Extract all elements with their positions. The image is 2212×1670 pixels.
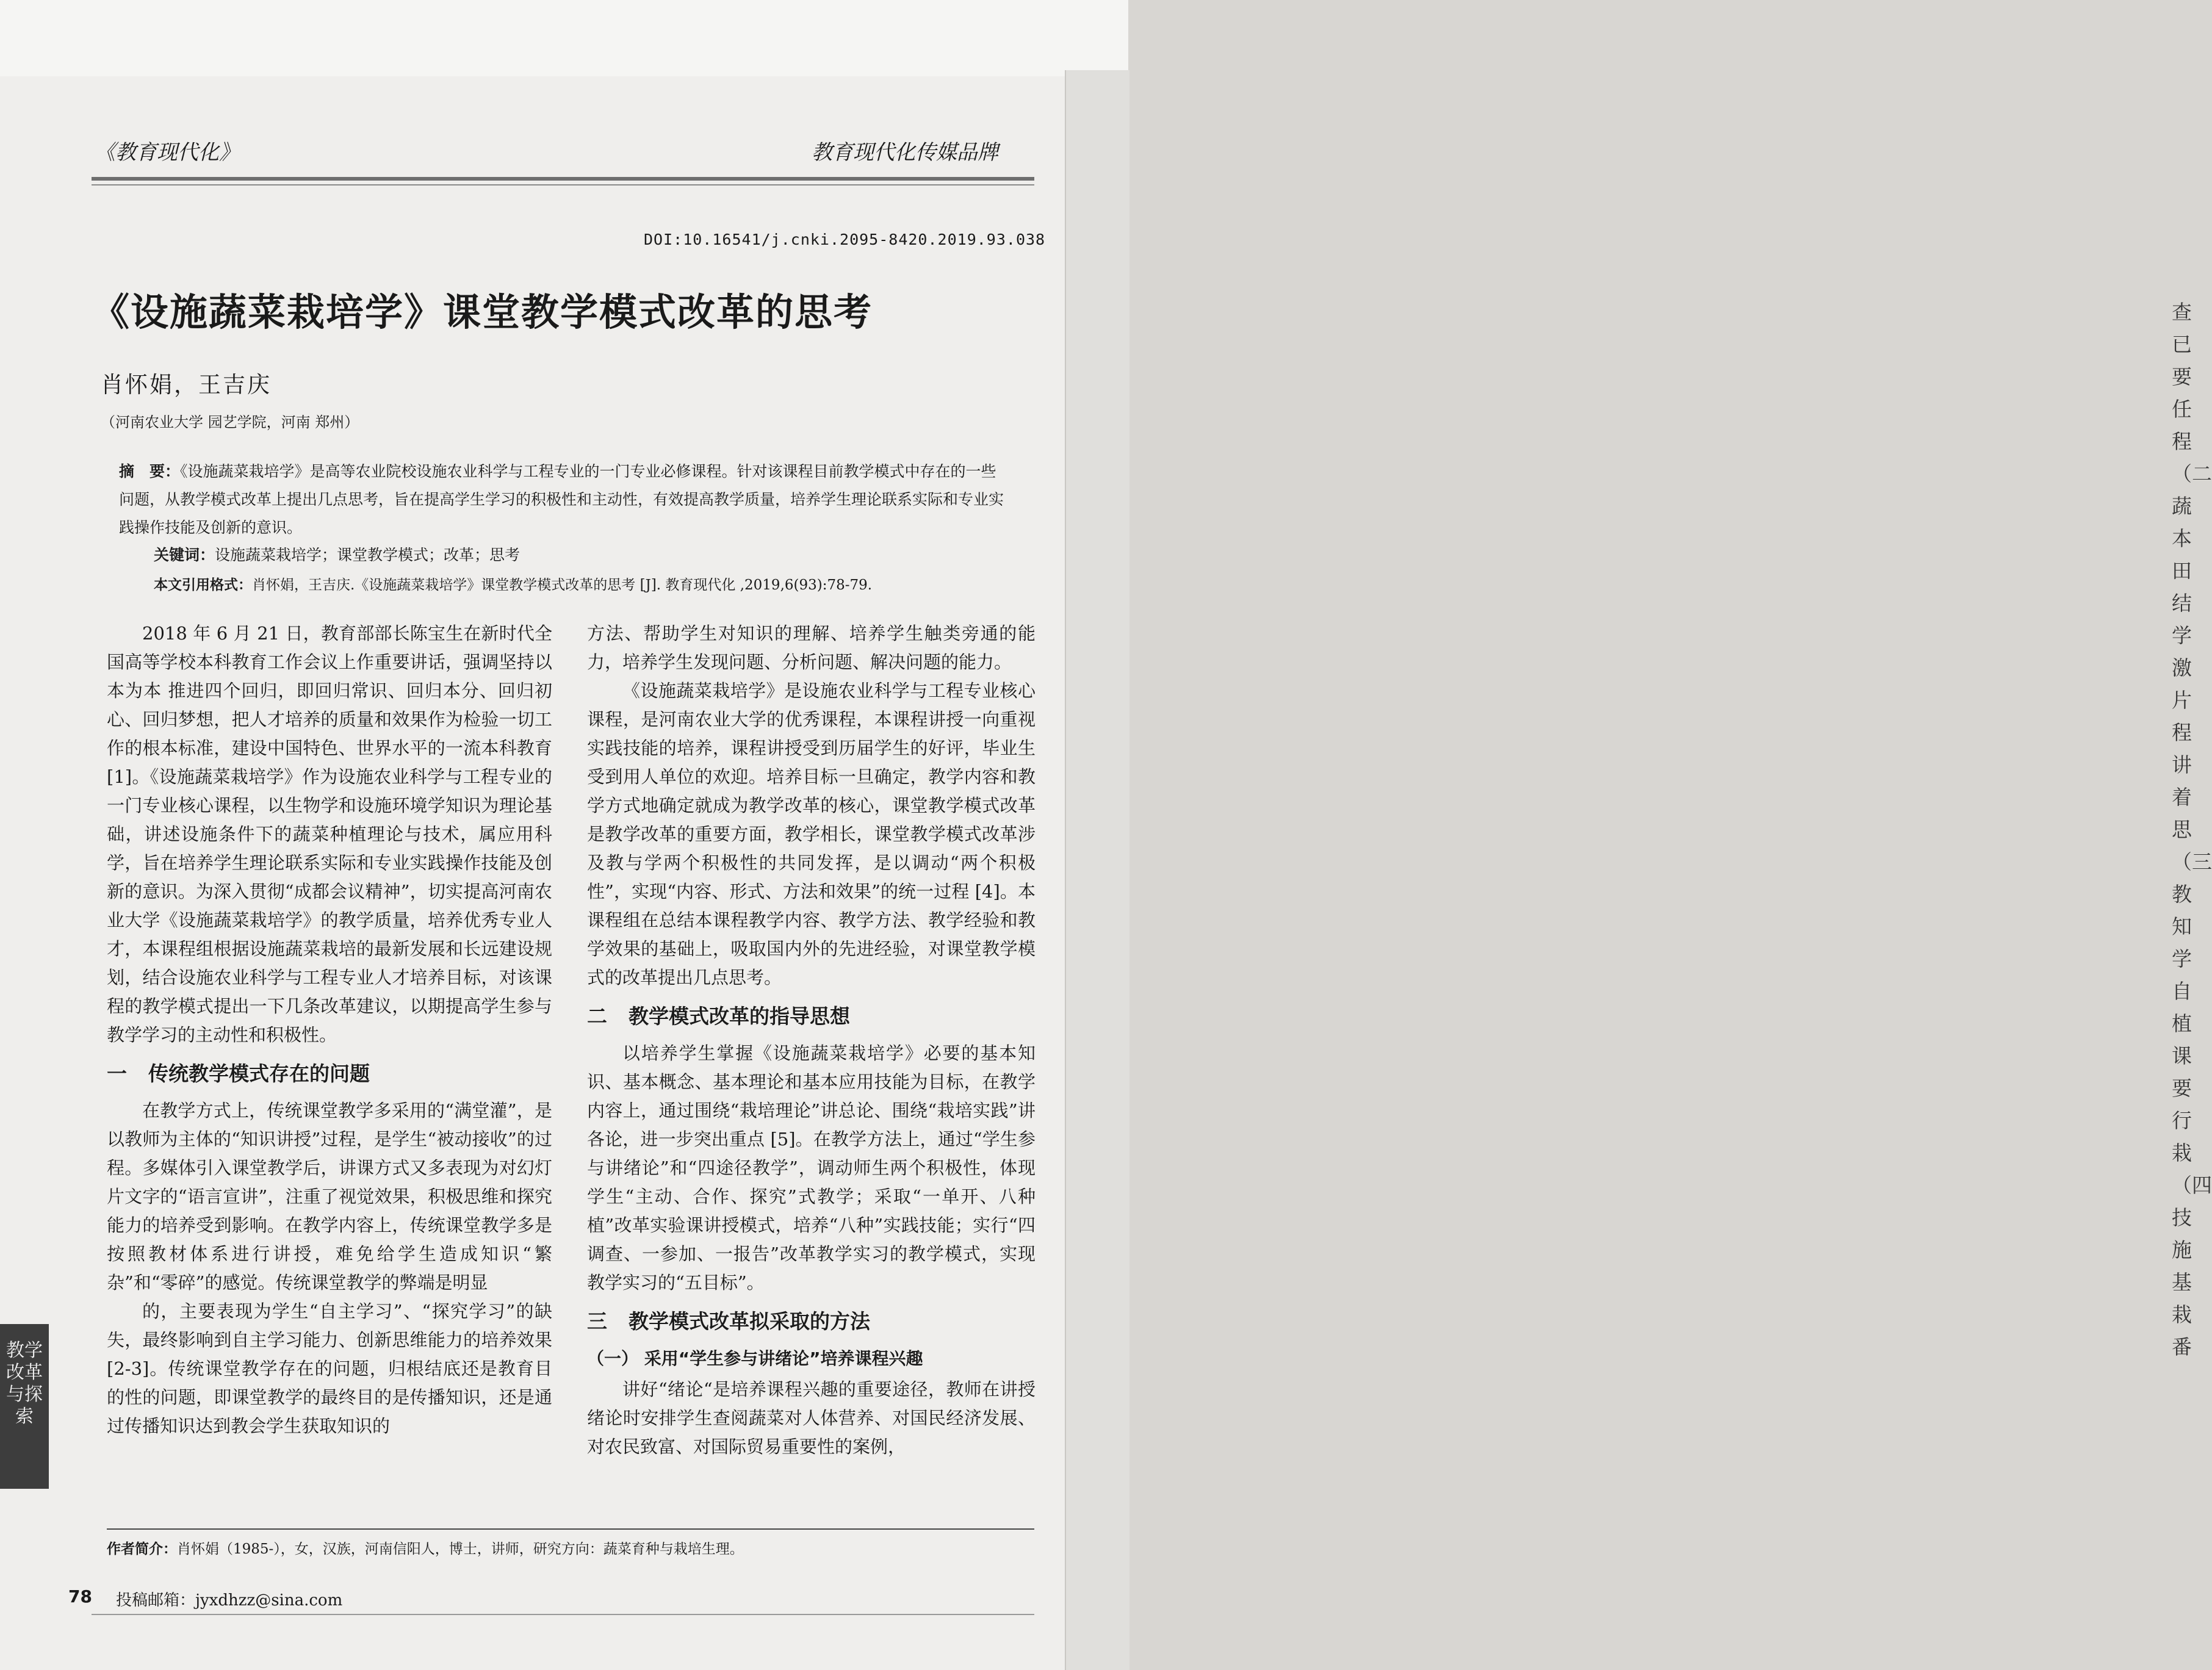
paragraph: 讲好“绪论“是培养课程兴趣的重要途径，教师在讲授绪论时安排学生查阅蔬菜对人体营养、对国民经济发展、对农民致富、对国际贸易重要性的案例，	[587, 1379, 1036, 1457]
citation-label: 本文引用格式：	[154, 577, 252, 593]
affiliation: （河南农业大学 园艺学院，河南 郑州）	[101, 414, 359, 431]
author-bio-text: 肖怀娟（1985-），女，汉族，河南信阳人，博士，讲师，研究方向：蔬菜育种与栽培生理。	[177, 1541, 744, 1557]
header-rule	[92, 177, 1034, 181]
subsection-heading: （一） 采用“学生参与讲绪论”培养课程兴趣	[587, 1348, 923, 1369]
section-tab: 教学改革与探索	[0, 1324, 49, 1489]
authors: 肖怀娟，王吉庆	[101, 372, 272, 398]
paragraph: 以培养学生掌握《设施蔬菜栽培学》必要的基本知识、基本概念、基本理论和基本应用技能为目标，在教学内容上，通过围绕“栽培理论”讲总论、围绕“栽培实践”讲各论，进一步突出重点 [5]。在教学方法上，通过“学生参与讲绪论”和“四途径教学”，调动师生两个积极性，体现学生“主动、合作、探究”式教学；采取“一单开、八种植”改革实验课讲授模式，培养“八种”实践技能；实行“四调查、一参加、一报告”改革教学实习的教学模式，实现教学实习的“五目标”。	[587, 1043, 1036, 1293]
author-bio-label: 作者简介：	[107, 1541, 177, 1557]
section-heading-3	[587, 1307, 1036, 1336]
paragraph: 方法、帮助学生对知识的理解、培养学生触类旁通的能力，培养学生发现问题、分析问题、解决问题的能力。	[587, 623, 1036, 672]
section-number: 三	[587, 1309, 607, 1333]
section-heading-1	[107, 1059, 552, 1088]
keywords-label: 关键词：	[154, 546, 215, 564]
submission-email: 投稿邮箱：jyxdhzz@sina.com	[116, 1591, 343, 1610]
article-title: 《设施蔬菜栽培学》课堂教学模式改革的思考	[92, 290, 873, 334]
section-heading-2	[587, 1002, 1036, 1031]
left-column	[107, 619, 552, 1441]
section-title: 教学模式改革拟采取的方法	[629, 1309, 870, 1333]
author-bio	[107, 1538, 744, 1558]
scan-top-margin	[0, 0, 1128, 76]
keywords	[154, 543, 520, 565]
footnote-rule	[107, 1528, 1034, 1530]
citation	[154, 574, 872, 594]
keywords-text: 设施蔬菜栽培学；课堂教学模式；改革；思考	[215, 546, 521, 564]
citation-text: 肖怀娟，王吉庆.《设施蔬菜栽培学》课堂教学模式改革的思考 [J]. 教育现代化 ,2019,6(93):78-79.	[252, 577, 873, 593]
journal-name: 《教育现代化》	[95, 140, 240, 165]
section-number: 一	[107, 1062, 127, 1085]
paragraph: 的，主要表现为学生“自主学习”、“探究学习”的缺失，最终影响到自主学习能力、创新思维能力的培养效果 [2-3]。传统课堂教学存在的问题，归根结底还是教育目的性的问题，即课堂教学的最终目的是传播知识，还是通过传播知识达到教会学生获取知识的	[107, 1301, 552, 1436]
abstract	[119, 458, 1010, 542]
next-page-edge	[1065, 70, 2212, 1670]
section-title: 传统教学模式存在的问题	[148, 1062, 370, 1085]
paragraph: 2018 年 6 月 21 日，教育部部长陈宝生在新时代全国高等学校本科教育工作会议上作重要讲话，强调坚持以本为本 推进四个回归，即回归常识、回归本分、回归初心、回归梦想，把人才培养的质量和效果作为检验一切工作的根本标准，建设中国特色、世界水平的一流本科教育 [1]。《设施蔬菜栽培学》作为设施农业科学与工程专业的一门专业核心课程，以生物学和设施环境学知识为理论基础，讲述设施条件下的蔬菜种植理论与技术，属应用科学，旨在培养学生理论联系实际和专业实践操作技能及创新的意识。为深入贯彻“成都会议精神”，切实提高河南农业大学《设施蔬菜栽培学》的教学质量，培养优秀专业人才，本课程组根据设施蔬菜栽培的最新发展和长远建设规划，结合设施农业科学与工程专业人才培养目标，对该课程的教学模式提出一下几条改革建议，以期提高学生参与教学学习的主动性和积极性。	[107, 623, 552, 1045]
section-title: 教学模式改革的指导思想	[629, 1004, 850, 1028]
section-number: 二	[587, 1004, 607, 1028]
paragraph: 《设施蔬菜栽培学》是设施农业科学与工程专业核心课程，是河南农业大学的优秀课程，本课程讲授一向重视实践技能的培养，课程讲授受到历届学生的好评，毕业生受到用人单位的欢迎。培养目标一旦确定，教学内容和教学方式地确定就成为教学改革的核心，课堂教学模式改革是教学改革的重要方面，教学相长，课堂教学模式改革涉及教与学两个积极性的共同发挥，是以调动“两个积极性”，实现“内容、形式、方法和效果”的统一过程 [4]。本课程组在总结本课程教学内容、教学方法、教学经验和教学效果的基础上，吸取国内外的先进经验，对课堂教学模式的改革提出几点思考。	[587, 680, 1036, 988]
paragraph: 在教学方式上，传统课堂教学多采用的“满堂灌”，是以教师为主体的“知识讲授”过程，是学生“被动接收”的过程。多媒体引入课堂教学后，讲课方式又多表现为对幻灯片文字的“语言宣讲”，注重了视觉效果，积极思维和探究能力的培养受到影响。在教学内容上，传统课堂教学多是按照教材体系进行讲授，难免给学生造成知识“繁杂”和“零碎”的感觉。传统课堂教学的弊端是明显	[107, 1100, 552, 1293]
doi: DOI:10.16541/j.cnki.2095-8420.2019.93.038	[644, 231, 1046, 248]
header-rule-thin	[92, 184, 1034, 185]
footer-rule	[92, 1614, 1034, 1615]
abstract-label: 摘 要：	[119, 462, 181, 480]
page-number: 78	[68, 1586, 92, 1607]
next-page-fragment: 查已要任程（二蔬本田结学激片程讲着思（三教知学自植课要行栽（四技施基栽番	[2172, 300, 2212, 1359]
journal-brand: 教育现代化传媒品牌	[812, 140, 998, 165]
right-column	[587, 619, 1036, 1461]
abstract-text: 《设施蔬菜栽培学》是高等农业院校设施农业科学与工程专业的一门专业必修课程。针对该课程目前教学模式中存在的一些问题，从教学模式改革上提出几点思考，旨在提高学生学习的积极性和主动性，有效提高教学质量，培养学生理论联系实际和专业实践操作技能及创新的意识。	[119, 462, 1004, 536]
